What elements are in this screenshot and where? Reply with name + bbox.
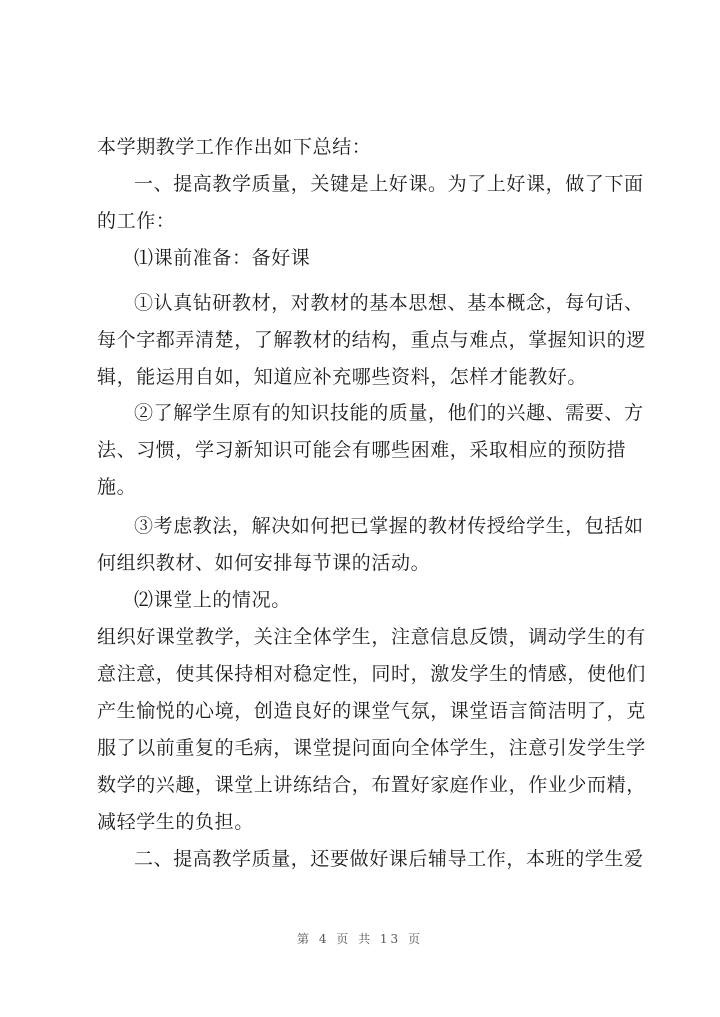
text-line: 一、提高教学质量，关键是上好课。为了上好课，做了下面 [134, 173, 644, 195]
text-line: 的工作： [97, 210, 176, 232]
text-line: 二、提高教学质量，还要做好课后辅导工作，本班的学生爱 [134, 848, 644, 870]
text-line: 意注意，使其保持相对稳定性，同时，激发学生的情感，使他们 [97, 663, 646, 685]
text-line: 减轻学生的负担。 [97, 811, 254, 833]
text-line: 数学的兴趣，课堂上讲练结合，布置好家庭作业，作业少而精， [97, 774, 646, 796]
text-line: ③考虑教法，解决如何把已掌握的教材传授给学生，包括如 [134, 515, 644, 537]
text-line: 施。 [97, 476, 137, 498]
text-line: 本学期教学工作作出如下总结： [97, 136, 372, 158]
text-line: 辑，能运用自如，知道应补充哪些资料，怎样才能教好。 [97, 366, 588, 388]
text-line: 组织好课堂教学，关注全体学生，注意信息反馈，调动学生的有 [97, 626, 646, 648]
text-line: 法、习惯，学习新知识可能会有哪些困难，采取相应的预防措 [97, 439, 627, 461]
page-number-footer: 第 4 页 共 13 页 [297, 932, 423, 946]
text-line: ⑵课堂上的情况。 [134, 589, 291, 611]
text-line: ⑴课前准备：备好课 [134, 247, 311, 269]
text-line: ②了解学生原有的知识技能的质量，他们的兴趣、需要、方 [134, 402, 644, 424]
text-line: 服了以前重复的毛病，课堂提问面向全体学生，注意引发学生学 [97, 737, 646, 759]
text-line: 何组织教材、如何安排每节课的活动。 [97, 552, 431, 574]
text-line: ①认真钻研教材，对教材的基本思想、基本概念，每句话、 [134, 292, 644, 314]
text-line: 产生愉悦的心境，创造良好的课堂气氛，课堂语言简洁明了，克 [97, 700, 646, 722]
text-line: 每个字都弄清楚，了解教材的结构，重点与难点，掌握知识的逻 [97, 329, 646, 351]
